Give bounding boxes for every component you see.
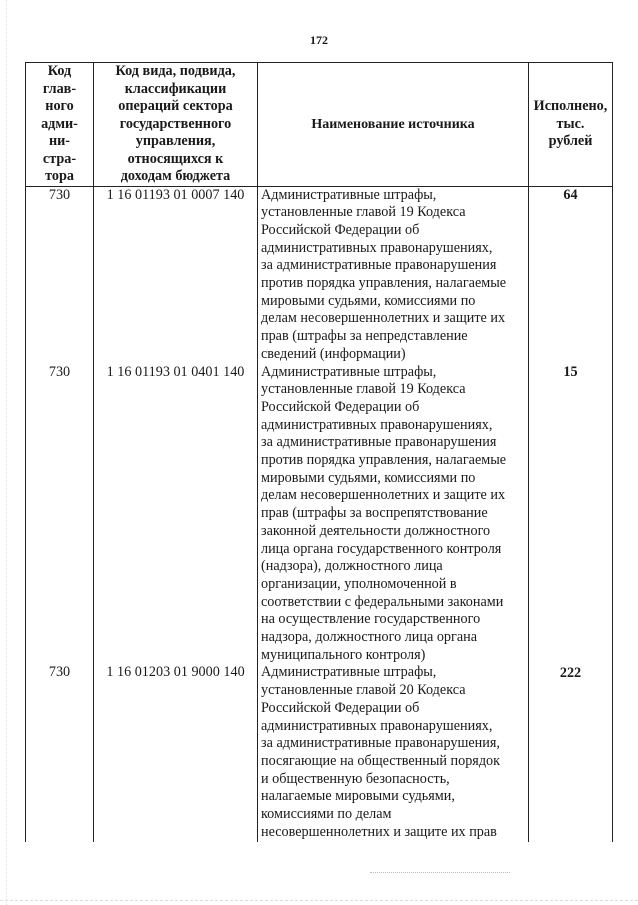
source-name-line: законной деятельности должностного [261,522,491,539]
header-kbk-code [94,63,258,187]
amount-cell: 15 [529,364,613,665]
source-name-line: Российской Федерации об [261,221,420,238]
amount-cell: 222 [529,664,613,841]
source-name-line: административных правонарушениях, [261,416,493,433]
admin-code-cell: 730 [26,664,94,841]
source-name-line: несовершеннолетних и защите их прав [261,823,497,840]
source-name-line: за административные правонарушения [261,257,497,274]
source-name-line: Российской Федерации об [261,398,420,415]
source-name-line: прав (штрафы за непредставление [261,328,468,345]
table-row [26,664,613,841]
table-row [26,186,613,364]
header-kbk-line: доходам бюджета [120,168,231,184]
source-name-line: муниципального контроля) [261,646,426,663]
header-amount-line: рублей [548,133,593,149]
scan-artifact-dots [370,872,510,874]
header-admin-line: ни- [48,133,71,149]
source-name-line: установленные главой 20 Кодекса [261,682,466,699]
source-name-line: Административные штрафы, [261,186,437,203]
header-amount-line: Исполнено, [533,98,608,114]
source-name-line: сведений (информации) [261,345,406,362]
header-admin-line: Код [47,63,72,79]
source-name-cell [258,664,529,841]
source-name-cell [258,186,529,364]
source-name-line: посягающие на общественный порядок [261,753,501,769]
source-name-line: мировыми судьями, комиссиями по [261,292,476,309]
header-admin-line: адми- [41,115,78,132]
source-name-line: комиссиями по делам [261,806,392,823]
source-name-line: против порядка управления, налагаемые [261,452,507,469]
scan-bottom-edge [0,900,638,902]
table-row [26,364,613,665]
source-name-line: (надзора), должностного лица [261,558,443,575]
table-header-row [26,63,613,187]
source-name-line: за административные правонарушения [261,434,497,451]
source-name-line: административных правонарушениях, [261,717,493,734]
admin-code-cell: 730 [26,186,94,364]
header-kbk-line: относящихся к [127,150,224,167]
source-name-line: Административные штрафы, [261,664,437,681]
admin-code-cell: 730 [26,364,94,665]
source-name-line: организации, уполномоченной в [261,575,457,592]
kbk-code-cell: 1 16 01193 01 0007 140 [94,186,258,364]
kbk-code-cell: 1 16 01203 01 9000 140 [94,664,258,841]
source-name-line: соответствии с федеральными законами [261,593,504,610]
source-name-line: на осуществление государственного [261,611,481,628]
source-name-line: за административные правонарушения, [261,735,500,752]
header-amount [529,63,613,187]
source-name-line: Административные штрафы, [261,363,437,380]
header-admin-line: стра- [42,150,77,167]
source-name-line: делам несовершеннолетних и защите их [261,487,506,504]
source-name-line: и общественную безопасность, [261,770,450,787]
source-name-line: против порядка управления, налагаемые [261,275,507,292]
header-admin-line: тора [45,168,74,184]
scan-left-edge [6,0,8,905]
source-name-line: прав (штрафы за воспрепятствование [261,505,488,522]
header-kbk-line: государственного [119,115,232,132]
source-name-line: установленные главой 19 Кодекса [261,204,466,221]
source-name-line: установленные главой 19 Кодекса [261,381,466,398]
source-name-line: мировыми судьями, комиссиями по [261,469,476,486]
source-name-line: надзора, должностного лица органа [261,629,478,646]
source-name-line: административных правонарушениях, [261,239,493,256]
header-admin-code [26,63,94,187]
source-name-line: лица органа государственного контроля [261,540,502,557]
header-amount-line: тыс. [556,115,585,132]
header-kbk-line: классификации [124,80,227,97]
source-name-cell [258,364,529,665]
page-number: 172 [310,33,328,47]
header-kbk-line: Код вида, подвида, [115,63,236,79]
header-kbk-line: операций сектора [118,98,233,114]
source-name-line: Российской Федерации об [261,699,420,716]
header-kbk-line: управления, [135,133,216,149]
header-source-name: Наименование источника [258,63,529,187]
kbk-code-cell: 1 16 01193 01 0401 140 [94,364,258,665]
budget-revenue-table [25,62,613,842]
source-name-line: делам несовершеннолетних и защите их [261,310,506,327]
header-admin-line: глав- [42,80,77,97]
source-name-line: налагаемые мировыми судьями, [261,788,455,805]
header-admin-line: ного [45,98,74,114]
amount-cell: 64 [529,186,613,364]
